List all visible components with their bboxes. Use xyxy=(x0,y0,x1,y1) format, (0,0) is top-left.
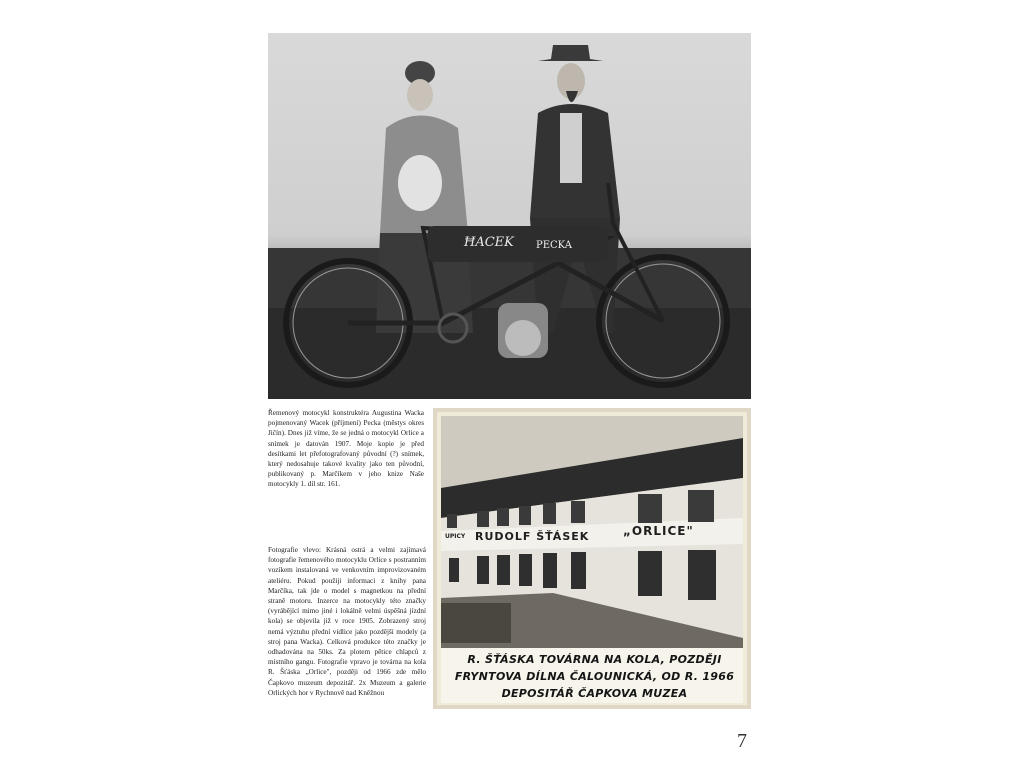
sign-name: RUDOLF ŠŤÁSEK xyxy=(475,530,590,543)
sign-brand: „ORLICE" xyxy=(623,524,694,538)
tank-lettering: ĦACEK xyxy=(464,235,514,250)
caption-top: Řemenový motocykl konstruktéra Augustina Wacka pojmenovaný Wacek (příjmení) Pecka (městys okres Jičín). Dnes již víme, že se jedná o motocykl Orlice a snímek je datován 1907. Moje kopie je před desítkami let přefotografovaný původní (?) snímek, který nedosahuje takové kvality jako ten původní, publikovaný p. Marčíkem v jeho knize Naše motocykly 1. díl str. 161. xyxy=(268,409,424,489)
factory-handwritten-caption: R. ŠŤÁSKA TOVÁRNA NA KOLA, POZDĚJI FRYNTOVA DÍLNA ČALOUNICKÁ, OD R. 1966 DEPOSITÁŘ ČAPKOVA MUZEA xyxy=(454,653,735,700)
sign-prefix: UPICY xyxy=(445,533,466,540)
tank-label: PECKA xyxy=(536,240,572,251)
page-number: 7 xyxy=(737,730,747,752)
couple-with-motorcycle-photo xyxy=(268,33,751,399)
caption-bottom: Fotografie vlevo: Krásná ostrá a velmi zajímavá fotografie řemenového motocyklu Orlice s postranním vozíkem instalovaná ve venkovním improvizovaném ateliéru. Pokud použiji informaci z knihy pana Marčíka, tak jde o model s magnetkou na přední straně motoru. Inzerce na motocykly této značky (vyrábějící mimo jiné i lokálně velmi úspěšná jízdní kola) se objevila již v roce 1905. Zobrazený stroj nemá výztuhu přední vidlice jako pozdější modely (a stroj pana Wacka). Celková produkce této značky je odhadována na 50ks. Za plotem pětice chlapců z místního gangu. Fotografie vpravo je továrna na kola R. Šťáska „Orlice", později od 1966 zde mělo Čapkovo muzeum depozitář. 2x Muzeum a galerie Orlických hor v Rychnově nad Kněžnou xyxy=(268,546,426,697)
couple-photo-illustration xyxy=(268,33,751,399)
